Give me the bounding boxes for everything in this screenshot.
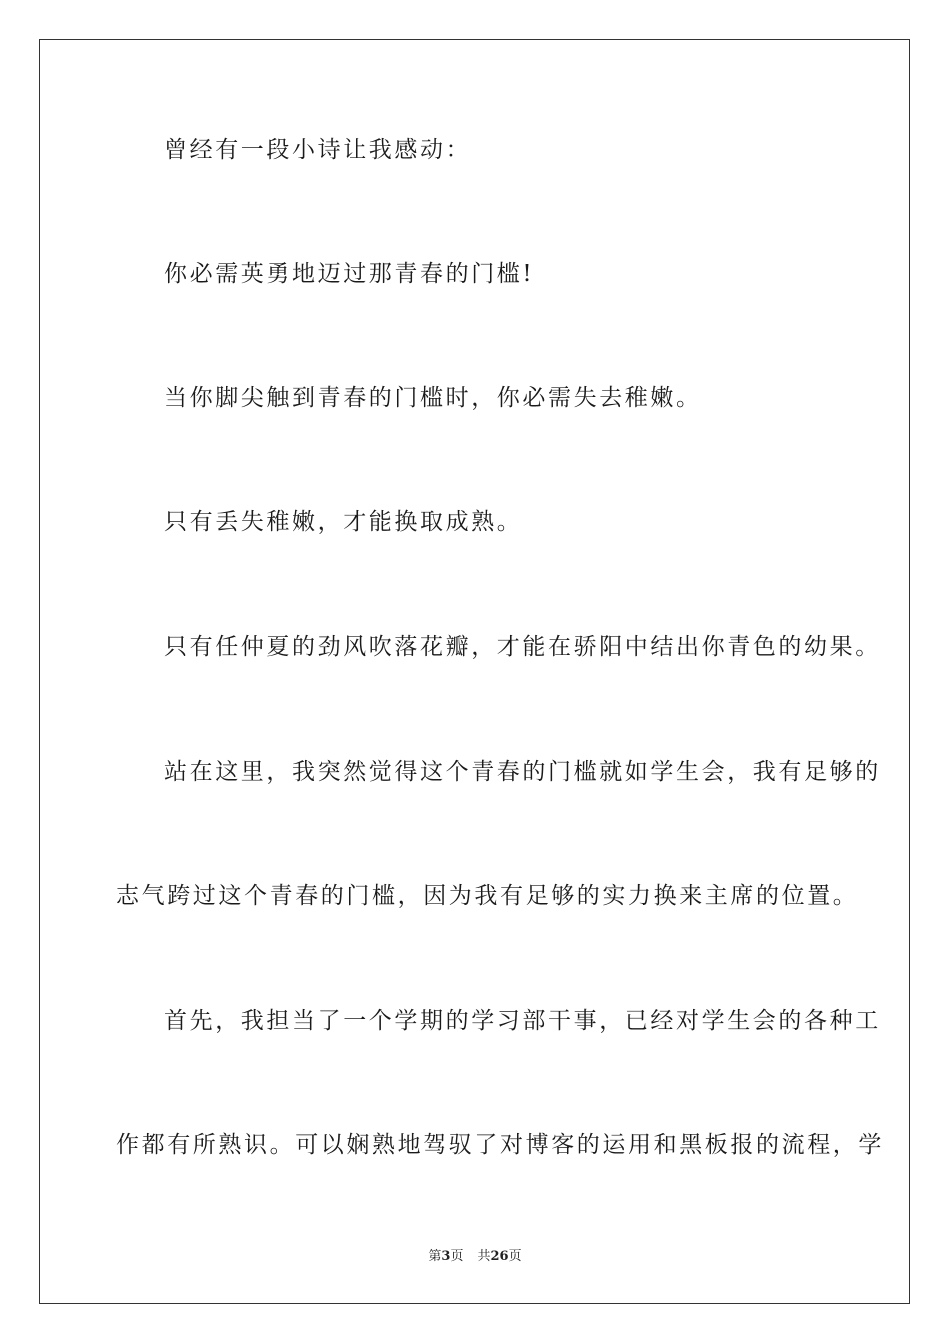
- text-line: 作都有所熟识。可以娴熟地驾驭了对博客的运用和黑板报的流程，学: [116, 1132, 884, 1158]
- page-footer: [0, 1248, 950, 1266]
- total-prefix: 共: [477, 1249, 491, 1264]
- text-line: 志气跨过这个青春的门槛，因为我有足够的实力换来主席的位置。: [116, 883, 859, 909]
- text-line: 首先，我担当了一个学期的学习部干事，已经对学生会的各种工: [164, 1008, 881, 1034]
- page-prefix: 第: [428, 1249, 442, 1264]
- total-pages: 26: [490, 1249, 509, 1264]
- text-line: 只有丢失稚嫩，才能换取成熟。: [164, 509, 523, 535]
- page-border: [39, 39, 910, 1304]
- page-number: 3: [441, 1249, 451, 1264]
- text-line: 站在这里，我突然觉得这个青春的门槛就如学生会，我有足够的: [164, 759, 881, 785]
- text-line: 曾经有一段小诗让我感动：: [164, 137, 472, 163]
- page-suffix: 页: [450, 1249, 464, 1264]
- text-line: 只有任仲夏的劲风吹落花瓣，才能在骄阳中结出你青色的幼果。: [164, 634, 881, 660]
- total-suffix: 页: [508, 1249, 522, 1264]
- text-line: 你必需英勇地迈过那青春的门槛!: [164, 261, 535, 287]
- text-line: 当你脚尖触到青春的门槛时，你必需失去稚嫩。: [164, 385, 702, 411]
